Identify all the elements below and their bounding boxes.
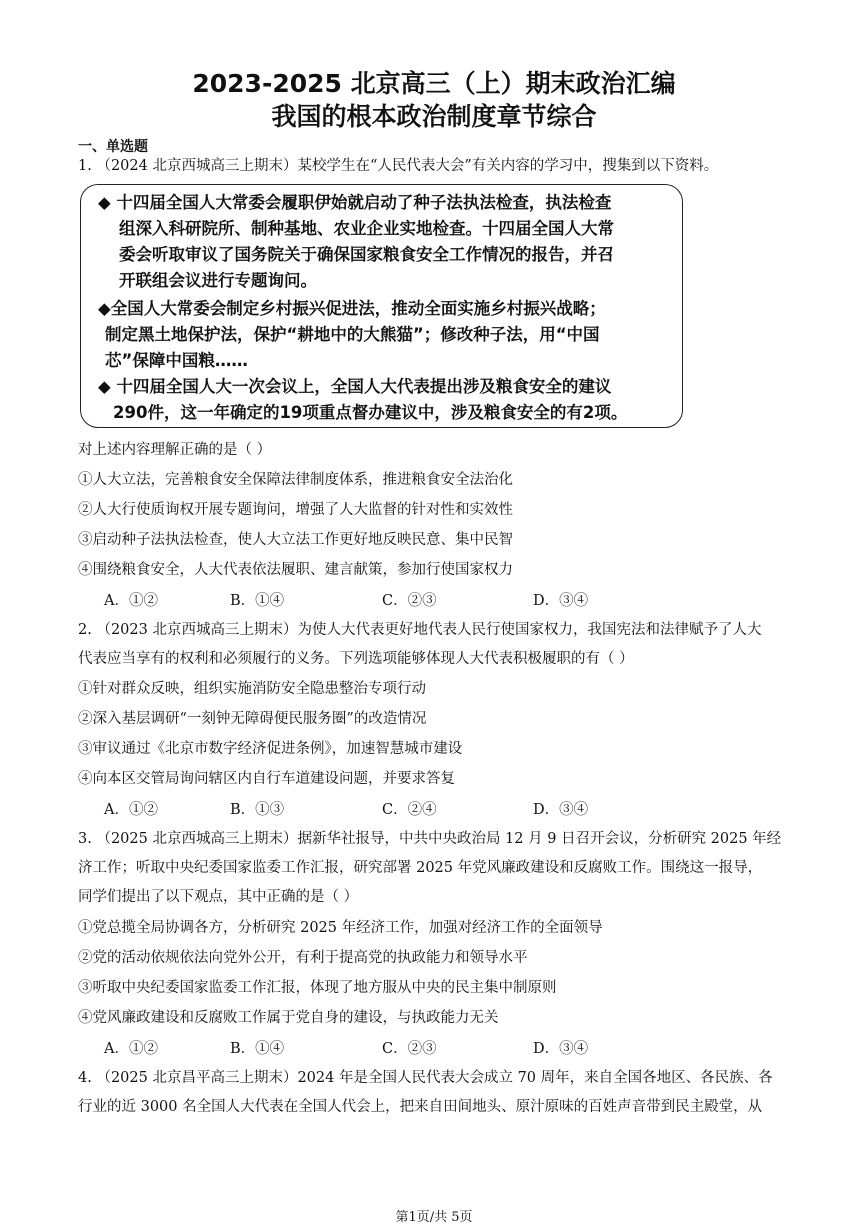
q4-stem: 4. （2025 北京昌平高三上期末）2024 年是全国人民代表大会成立 70 周年，来自全国各地区、各民族、各 (78, 1070, 773, 1086)
q2-option-b[interactable]: B．①③ (230, 802, 285, 818)
q1-item: ④围绕粮食安全，人大代表依法履职、建言献策，参加行使国家权力 (78, 562, 513, 578)
q2-option-d[interactable]: D．③④ (533, 802, 589, 818)
q2-item: ③审议通过《北京市数字经济促进条例》，加速智慧城市建设 (78, 741, 463, 757)
q3-stem: 3. （2025 北京西城高三上期末）据新华社报导，中共中央政治局 12 月 9 日召开会议，分析研究 2025 年经 (78, 831, 782, 847)
q1-option-b[interactable]: B．①④ (230, 593, 285, 609)
q1-box-line: 委会听取审议了国务院关于确保国家粮食安全工作情况的报告，并召 (119, 245, 614, 264)
q1-box-line: 开联组会议进行专题询问。 (119, 271, 317, 290)
q2-option-a[interactable]: A．①② (104, 802, 158, 818)
q2-item: ①针对群众反映，组织实施消防安全隐患整治专项行动 (78, 681, 426, 697)
q1-box-line: 290件，这一年确定的19项重点督办建议中，涉及粮食安全的有2项。 (113, 403, 628, 422)
q2-option-c[interactable]: C．②④ (382, 802, 437, 818)
q3-item: ④党风廉政建设和反腐败工作属于党自身的建设，与执政能力无关 (78, 1010, 499, 1026)
q3-item: ③听取中央纪委国家监委工作汇报，体现了地方服从中央的民主集中制原则 (78, 980, 557, 996)
q3-stem: 同学们提出了以下观点，其中正确的是（ ） (78, 889, 359, 905)
q3-option-d[interactable]: D．③④ (533, 1041, 589, 1057)
page-footer: 第1页/共 5页 (395, 1210, 473, 1225)
q2-item: ④向本区交管局询问辖区内自行车道建设问题，并要求答复 (78, 771, 455, 787)
q2-stem: 2. （2023 北京西城高三上期末）为使人大代表更好地代表人民行使国家权力，我国宪法和法律赋予了人大 (78, 622, 762, 638)
document-subtitle: 我国的根本政治制度章节综合 (271, 102, 597, 131)
q3-item: ①党总揽全局协调各方，分析研究 2025 年经济工作，加强对经济工作的全面领导 (78, 920, 603, 936)
q3-stem: 济工作；听取中央纪委国家监委工作汇报，研究部署 2025 年党风廉政建设和反腐败工作。围绕这一报导， (78, 860, 763, 876)
q1-option-d[interactable]: D．③④ (533, 593, 589, 609)
q4-stem: 行业的近 3000 名全国人大代表在全国人代会上，把来自田间地头、原汁原味的百姓声音带到民主殿堂，从 (78, 1099, 763, 1115)
q1-question: 对上述内容理解正确的是（ ） (78, 442, 272, 458)
q1-option-c[interactable]: C．②③ (382, 593, 437, 609)
q1-box-line: ◆ 十四届全国人大常委会履职伊始就启动了种子法执法检查，执法检查 (98, 193, 612, 212)
q3-option-a[interactable]: A．①② (104, 1041, 158, 1057)
q1-box-line: 芯”保障中国粮…… (105, 351, 248, 370)
q3-option-b[interactable]: B．①④ (230, 1041, 285, 1057)
q2-stem: 代表应当享有的权利和必须履行的义务。下列选项能够体现人大代表积极履职的有（ ） (78, 651, 634, 667)
section-heading: 一、单选题 (78, 139, 148, 155)
q1-item: ②人大行使质询权开展专题询问，增强了人大监督的针对性和实效性 (78, 502, 513, 518)
q1-box-line: 组深入科研院所、制种基地、农业企业实地检查。十四届全国人大常 (119, 219, 614, 238)
q3-item: ②党的活动依规依法向党外公开，有利于提高党的执政能力和领导水平 (78, 950, 528, 966)
q2-item: ②深入基层调研“一刻钟无障碍便民服务圈”的改造情况 (78, 711, 427, 727)
q1-box-line: ◆ 十四届全国人大一次会议上，全国人大代表提出涉及粮食安全的建议 (98, 377, 612, 396)
q3-option-c[interactable]: C．②③ (382, 1041, 437, 1057)
q1-box-line: 制定黑土地保护法，保护“耕地中的大熊猫”；修改种子法，用“中国 (105, 325, 600, 344)
q1-item: ③启动种子法执法检查，使人大立法工作更好地反映民意、集中民智 (78, 532, 513, 548)
q1-stem: 1. （2024 北京西城高三上期末）某校学生在“人民代表大会”有关内容的学习中，搜集到以下资料。 (78, 158, 719, 174)
q1-option-a[interactable]: A．①② (104, 593, 158, 609)
q1-item: ①人大立法，完善粮食安全保障法律制度体系，推进粮食安全法治化 (78, 472, 513, 488)
q1-box-line: ◆全国人大常委会制定乡村振兴促进法，推动全面实施乡村振兴战略； (98, 299, 606, 318)
document-title: 2023-2025 北京高三（上）期末政治汇编 (192, 69, 676, 98)
